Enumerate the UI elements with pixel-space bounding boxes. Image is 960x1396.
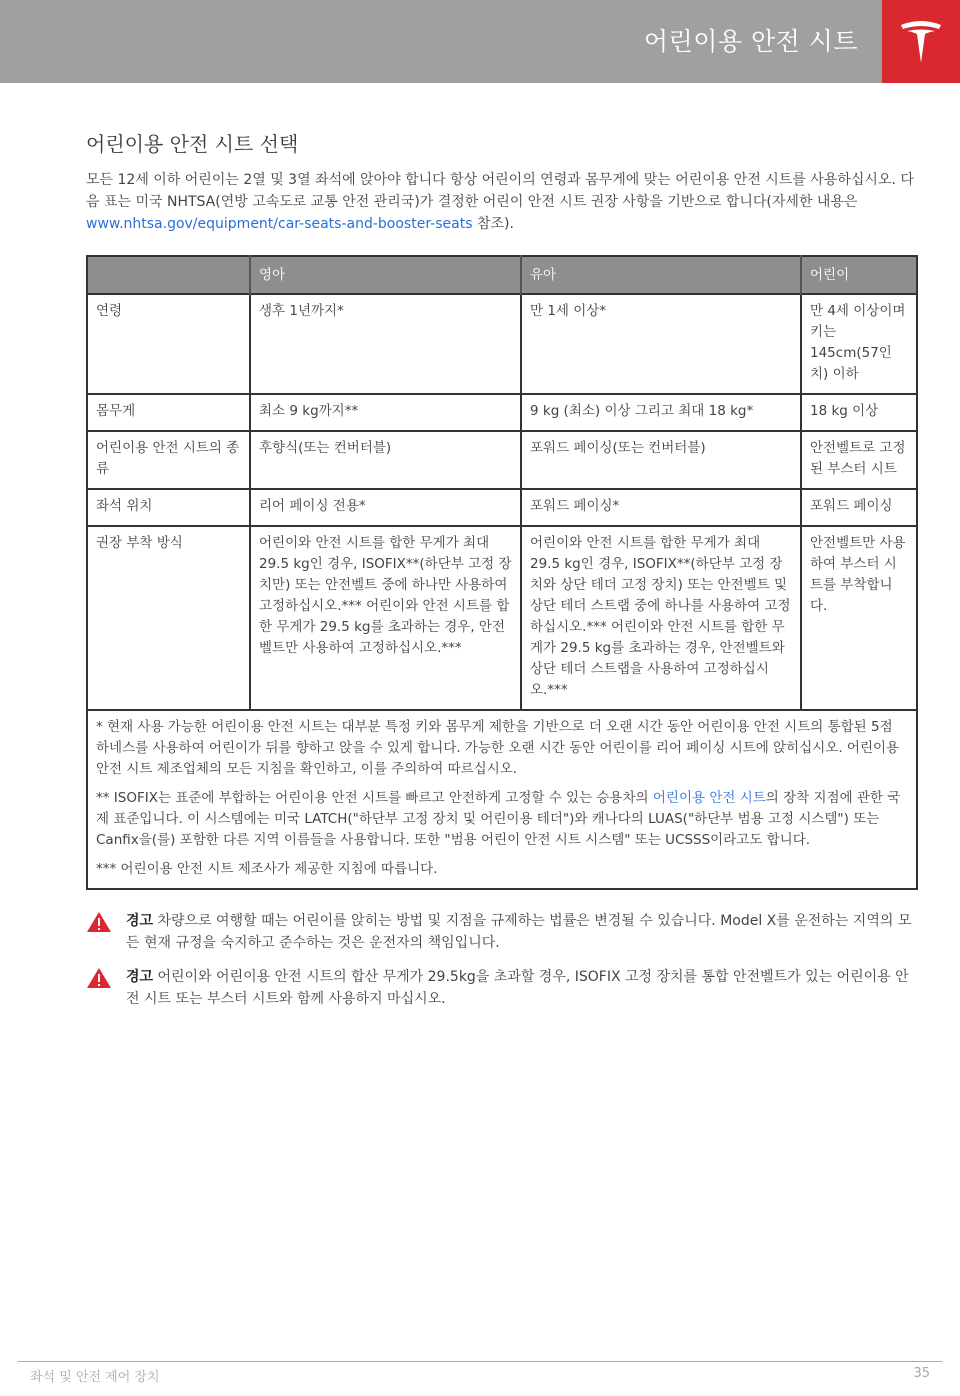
table-cell: 18 kg 이상 bbox=[801, 394, 917, 431]
table-cell: 만 1세 이상* bbox=[521, 294, 801, 394]
table-row bbox=[87, 294, 917, 394]
footnote-1: * 현재 사용 가능한 어린이용 안전 시트는 대부분 특정 키와 몸무게 제한을 기반으로 더 오랜 시간 동안 어린이용 안전 시트의 통합된 5점 하네스를 사용하여 어린이가 뒤를 향하고 앉을 수 있게 합니다. 가능한 오랜 시간 동안 어린이를 리어 페이싱 시트에 앉히십시오. 어린이용 안전 시트 제조업체의 모든 지침을 확인하고, 이를 주의하여 따르십시오. bbox=[96, 719, 900, 777]
table-footnotes-row bbox=[87, 710, 917, 889]
child-seat-table bbox=[86, 255, 918, 890]
tesla-logo-icon bbox=[899, 19, 943, 65]
table-cell: 만 4세 이상이며 키는 145cm(57인치) 이하 bbox=[801, 294, 917, 394]
table-cell: 포워드 페이싱* bbox=[521, 489, 801, 526]
table-header-cell: 영아 bbox=[250, 256, 521, 294]
footnote-2-text-end: 의 장착 지점에 관한 국제 표준입니다. 이 시스템에는 미국 LATCH("하단부 고정 장치 및 어린이용 테더")와 캐나다의 LUAS("하단부 범용 고정 시스템") 또는 Canfix을(를) 포함한 다른 지역 이름들을 사용합니다. 또한 "범용 어린이 안전 시트 시스템" 또는 UCSSS이라고도 합니다. bbox=[96, 790, 901, 848]
warning-label: 경고 bbox=[126, 969, 154, 985]
warning-body: 어린이와 어린이용 안전 시트의 합산 무게가 29.5kg을 초과할 경우, ISOFIX 고정 장치를 통합 안전벨트가 있는 어린이용 안전 시트 또는 부스터 시트와 함께 사용하지 마십시오. bbox=[126, 969, 909, 1007]
table-cell: 안전벨트만 사용하여 부스터 시트를 부착합니다. bbox=[801, 526, 917, 710]
table-cell: 연령 bbox=[87, 294, 250, 394]
table-footnotes bbox=[87, 710, 917, 889]
child-seat-link[interactable]: 어린이용 안전 시트 bbox=[652, 790, 766, 806]
table-cell: 포워드 페이싱(또는 컨버터블) bbox=[521, 431, 801, 489]
warning-text bbox=[126, 910, 918, 954]
table-header-cell bbox=[87, 256, 250, 294]
nhtsa-link[interactable]: www.nhtsa.gov/equipment/car-seats-and-booster-seats bbox=[86, 216, 473, 232]
table-row bbox=[87, 489, 917, 526]
warning-label: 경고 bbox=[126, 913, 154, 929]
table-row bbox=[87, 526, 917, 710]
table-cell: 어린이용 안전 시트의 종류 bbox=[87, 431, 250, 489]
header-title: 어린이용 안전 시트 bbox=[643, 27, 858, 56]
table-cell: 생후 1년까지* bbox=[250, 294, 521, 394]
table-row bbox=[87, 394, 917, 431]
table-cell: 9 kg (최소) 이상 그리고 최대 18 kg* bbox=[521, 394, 801, 431]
main-content bbox=[86, 128, 918, 1022]
warning-triangle-icon bbox=[86, 966, 126, 996]
table-cell: 권장 부착 방식 bbox=[87, 526, 250, 710]
footnote-3: *** 어린이용 안전 시트 제조사가 제공한 지침에 따릅니다. bbox=[96, 861, 438, 877]
table-cell: 리어 페이싱 전용* bbox=[250, 489, 521, 526]
table-cell: 어린이와 안전 시트를 합한 무게가 최대 29.5 kg인 경우, ISOFIX**(하단부 고정 장치와 상단 테더 고정 장치) 또는 안전벨트 및 상단 테더 스트랩 중에 하나를 사용하여 고정하십시오.*** 어린이와 안전 시트를 합한 무게가 29.5 kg를 초과하는 경우, 안전벨트와 상단 테더 스트랩을 사용하여 고정하십시오.*** bbox=[521, 526, 801, 710]
table-cell: 어린이와 안전 시트를 합한 무게가 최대 29.5 kg인 경우, ISOFIX**(하단부 고정 장치만) 또는 안전벨트 중에 하나만 사용하여 고정하십시오.*** 어린이와 안전 시트를 합한 무게가 29.5 kg를 초과하는 경우, 안전벨트만 사용하여 고정하십시오.*** bbox=[250, 526, 521, 710]
warning-item bbox=[86, 910, 918, 954]
table-cell: 후향식(또는 컨버터블) bbox=[250, 431, 521, 489]
section-title: 어린이용 안전 시트 선택 bbox=[86, 132, 299, 156]
logo-box bbox=[882, 0, 960, 83]
intro-text: 모든 12세 이하 어린이는 2열 및 3열 좌석에 앉아야 합니다 항상 어린이의 연령과 몸무게에 맞는 어린이용 안전 시트를 사용하십시오. 다음 표는 미국 NHTSA(연방 고속도로 교통 안전 관리국)가 결정한 어린이 안전 시트 권장 사항을 기반으로 합니다(자세한 내용은 bbox=[86, 172, 914, 210]
intro-text-end: 참조). bbox=[472, 216, 514, 232]
warning-body: 차량으로 여행할 때는 어린이를 앉히는 방법 및 지점을 규제하는 법률은 변경될 수 있습니다. Model X를 운전하는 지역의 모든 현재 규정을 숙지하고 준수하는 것은 운전자의 책임입니다. bbox=[126, 913, 912, 951]
table-cell: 안전벨트로 고정된 부스터 시트 bbox=[801, 431, 917, 489]
warning-text bbox=[126, 966, 918, 1010]
table-cell: 최소 9 kg까지** bbox=[250, 394, 521, 431]
intro-paragraph bbox=[86, 169, 918, 235]
footnote-2-text: ** ISOFIX는 표준에 부합하는 어린이용 안전 시트를 빠르고 안전하게 고정할 수 있는 승용차의 bbox=[96, 790, 653, 806]
table-cell: 포워드 페이싱 bbox=[801, 489, 917, 526]
footnote-2 bbox=[96, 788, 908, 851]
page-number: 35 bbox=[913, 1366, 930, 1381]
footer-divider bbox=[18, 1361, 942, 1362]
table-header-cell: 유아 bbox=[521, 256, 801, 294]
table-cell: 좌석 위치 bbox=[87, 489, 250, 526]
warnings bbox=[86, 910, 918, 1010]
table-header-row bbox=[87, 256, 917, 294]
page-header bbox=[0, 0, 960, 83]
warning-triangle-icon bbox=[86, 910, 126, 940]
table-header-cell: 어린이 bbox=[801, 256, 917, 294]
warning-item bbox=[86, 966, 918, 1010]
footer-section: 좌석 및 안전 제어 장치 bbox=[30, 1370, 160, 1385]
table-row bbox=[87, 431, 917, 489]
table-cell: 몸무게 bbox=[87, 394, 250, 431]
